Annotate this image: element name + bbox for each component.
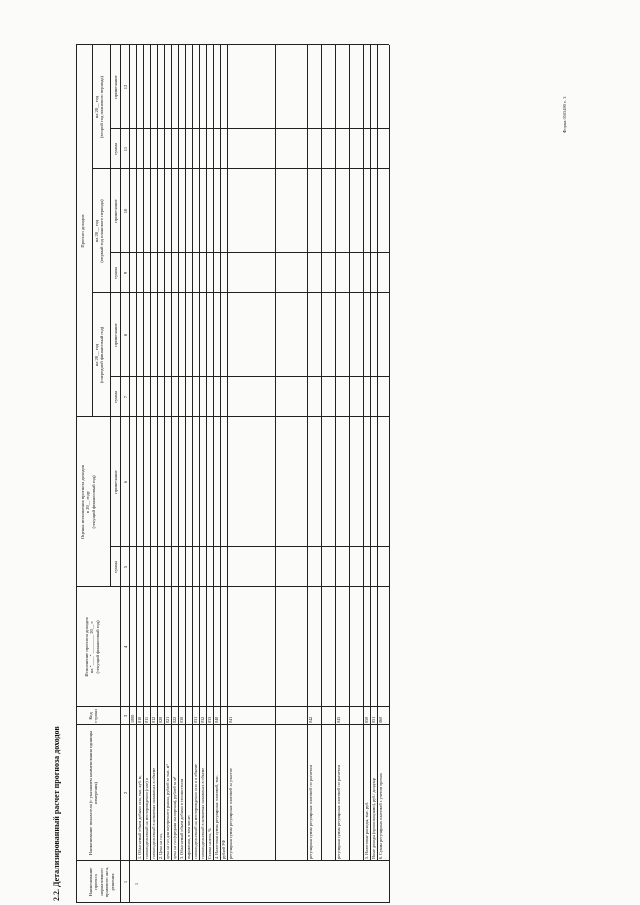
col-header-3: Код строки — [88, 709, 99, 723]
row-line — [192, 45, 193, 861]
column-line — [76, 416, 389, 417]
row-line — [370, 45, 371, 861]
col-numbers-bottom — [129, 45, 130, 903]
form-code: Форма 0505490 с. 3 — [562, 96, 567, 133]
sub-note-10: примечание — [113, 199, 118, 223]
sub-sum-5: сумма — [113, 560, 118, 574]
row-line — [321, 45, 322, 861]
row-label: регулярная сумма регулярных платежей за участие — [228, 768, 233, 859]
row-line — [307, 45, 308, 861]
row-label: газоконденсатный на месторождении газа и в объеме — [193, 764, 198, 859]
sum-note-line — [110, 45, 111, 587]
row-label: выражении, в том числе: — [186, 814, 191, 859]
row-code: 022 — [172, 716, 177, 723]
column-line — [76, 586, 389, 587]
row-line — [178, 45, 179, 861]
row-label: Иные доходы (организациями), руб./ долдлар — [371, 778, 376, 859]
row-code: 031 — [193, 716, 198, 723]
row-label: цена на газ (средняя экспортная), рублей за м³ — [172, 776, 177, 859]
row-code: 041 — [228, 716, 233, 723]
section-title: 2.2. Детализированный расчет прогноза доходов — [52, 726, 61, 901]
col-num-8: 8 — [123, 333, 128, 337]
col-num-12: 12 — [123, 84, 128, 90]
sub-note-8: примечание — [113, 323, 118, 347]
row-line — [213, 45, 214, 861]
column-line — [76, 860, 389, 861]
row-label: 2. Цена на газ, — [158, 833, 163, 859]
row-line — [363, 45, 364, 861]
row-line — [206, 45, 207, 861]
row-line — [143, 45, 144, 861]
sub-note-12: примечание — [113, 75, 118, 99]
col-num-4: 4 — [123, 645, 128, 649]
row-line — [227, 45, 228, 861]
sub-note-6: примечание — [113, 470, 118, 494]
row-line — [164, 45, 165, 861]
col-num-2: 2 — [123, 791, 128, 795]
row-label: 5. Налоговые расходы, тыс. руб. — [364, 801, 369, 859]
row-code: 010 — [137, 716, 142, 723]
row-line — [199, 45, 200, 861]
forecast-subheader-line — [92, 45, 93, 417]
row-code: 021 — [165, 716, 170, 723]
row-code: 040 — [214, 716, 219, 723]
row-code: 011 — [144, 716, 149, 723]
col-num-7: 7 — [123, 395, 128, 399]
row-label: цена на газ для внутреннего рынка, рублей за тыс. м³ — [165, 764, 170, 859]
row-label: Ставка налога, % — [207, 828, 212, 859]
col-num-5: 5 — [123, 565, 128, 569]
row-code: 1000 — [130, 714, 135, 723]
row-label: 3. Облагаемый объем добычи в стоимостном — [179, 778, 184, 859]
row-label: регулярная сумма регулярных платежей по расчетам — [336, 765, 341, 859]
col-header-4: Исполнение прогноза доходов на "____" ________ 20__ г. (текущий финансовый год) — [84, 617, 100, 677]
col-num-6: 6 — [123, 480, 128, 484]
row-code: 051 — [371, 716, 376, 723]
row-label: рублей РФ — [221, 840, 226, 859]
row-code: 033 — [207, 716, 212, 723]
row-line — [220, 45, 221, 861]
row-line — [349, 45, 350, 861]
col-header-forecast: Прогноз доходов — [80, 214, 85, 248]
row-label: газоконденсатный в ковшевых скважинах в объеме — [200, 767, 205, 859]
column-line — [76, 902, 389, 903]
row-label: 1. Облагаемый объем добычи газа, тыс. куб. м, — [137, 775, 142, 859]
column-line — [76, 724, 389, 725]
row-line — [275, 45, 276, 861]
sub-sum-9: сумма — [113, 266, 118, 280]
row-label: 6. Сумма регулярных платежей с учетом прочих — [378, 773, 383, 859]
table-top-border — [76, 45, 77, 903]
row-line — [157, 45, 158, 861]
col-header-year3: на 20__ год (второй год планового периода) — [94, 76, 105, 138]
table-bottom-border — [389, 45, 390, 903]
row-label: газоконденсатный в ковшевых скважинах в объеме — [151, 767, 156, 859]
column-line — [92, 168, 389, 169]
sub-sum-11: сумма — [113, 142, 118, 156]
column-line — [110, 252, 389, 253]
sub-sum-7: сумма — [113, 390, 118, 404]
row-code: 050 — [364, 716, 369, 723]
row-line — [377, 45, 378, 861]
col-header-year1: на 20__ год (очередной финансовый год) — [94, 326, 105, 384]
row-code: 060 — [378, 716, 383, 723]
row-line — [171, 45, 172, 861]
column-line — [92, 292, 389, 293]
row-code: 042 — [308, 716, 313, 723]
col-num-10: 10 — [123, 208, 128, 214]
rotated-sheet — [0, 45, 640, 905]
row-code: 012 — [151, 716, 156, 723]
row-line — [150, 45, 151, 861]
row-label: регулярная сумма регулярных платежей по расчетам — [308, 765, 313, 859]
row-label: 4. Налоговая сумма регулярных платежей, тыс. — [214, 774, 219, 859]
row-line — [335, 45, 336, 861]
col-header-current: Оценка исполнения прогноза доходов в 20__ году (текущий финансовый год) — [80, 464, 96, 540]
col-num-11: 11 — [123, 146, 128, 152]
row-code: 020 — [158, 716, 163, 723]
col-header-1: Наименование проекта нормативного правового акта, решения — [88, 866, 115, 898]
column-line — [76, 44, 389, 45]
column-line — [76, 706, 389, 707]
col-num-3: 3 — [123, 714, 128, 718]
column-line — [110, 128, 389, 129]
col-header-year2: на 20__ год (первый год планового периода) — [94, 199, 105, 263]
document-body — [0, 45, 640, 905]
row-line — [185, 45, 186, 861]
col-num-1: 1 — [123, 880, 128, 884]
row-code: 043 — [336, 716, 341, 723]
row-line — [136, 45, 137, 861]
column-line — [110, 546, 389, 547]
row-label: газоконденсатный на месторождении (газе) и — [144, 778, 149, 859]
column-line — [110, 376, 389, 377]
row-code: 032 — [200, 716, 205, 723]
first-row-number: 1 — [134, 882, 139, 885]
row-code: 030 — [179, 716, 184, 723]
col-numbers-top — [120, 45, 121, 903]
col-num-9: 9 — [123, 271, 128, 275]
col-header-2: Наименование показателя (с указанием наименования единицы измерения) — [88, 730, 99, 856]
